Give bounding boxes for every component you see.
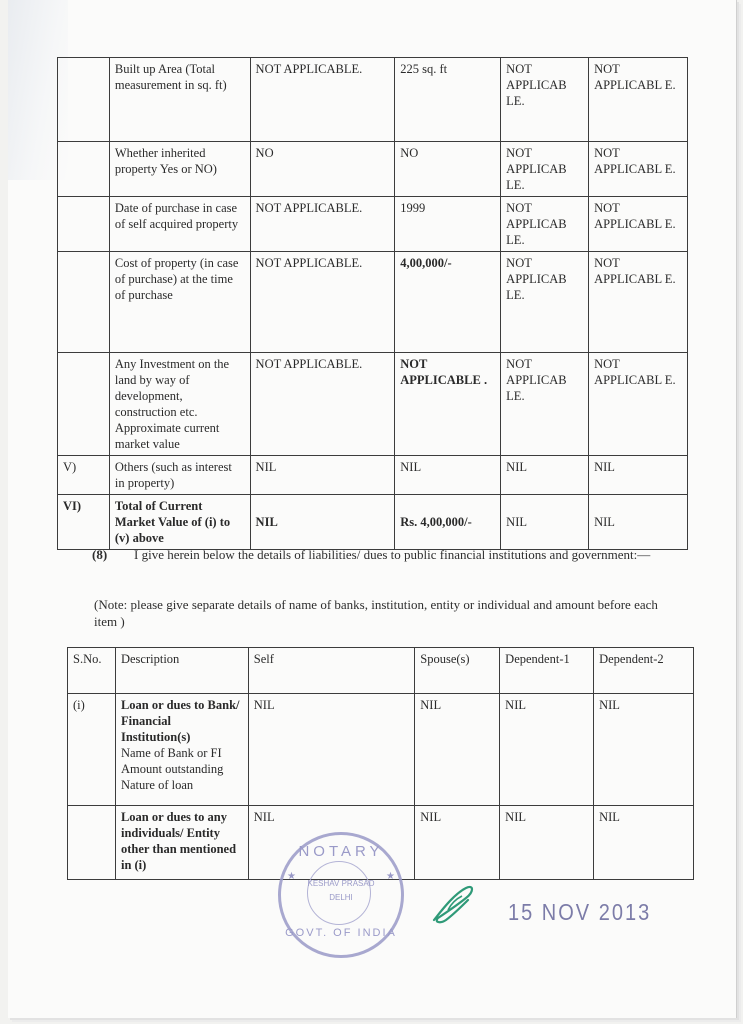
table-row xyxy=(58,353,688,456)
cell-self: NIL xyxy=(250,495,395,550)
table-row xyxy=(58,456,688,495)
cell-dependent-1: NOT APPLICAB LE. xyxy=(501,252,589,353)
cell-self: NO xyxy=(250,142,395,197)
cell-dependent-2: NOT APPLICABL E. xyxy=(589,142,688,197)
header-self: Self xyxy=(248,648,415,694)
row-description: Any Investment on the land by way of development, construction etc. Approximate current market value xyxy=(109,353,250,456)
header-dependent-2: Dependent-2 xyxy=(594,648,694,694)
table-row-total xyxy=(58,495,688,550)
cell-dependent-2: NOT APPLICABL E. xyxy=(589,58,688,142)
row-number xyxy=(58,197,110,252)
row-description: Built up Area (Total measurement in sq. ft) xyxy=(109,58,250,142)
cell-self: NIL xyxy=(248,806,415,880)
cell-dependent-1: NIL xyxy=(500,694,594,806)
table-row xyxy=(68,694,694,806)
row-number xyxy=(58,353,110,456)
star-icon: ★ xyxy=(287,871,296,882)
table-row xyxy=(58,58,688,142)
header-spouse: Spouse(s) xyxy=(415,648,500,694)
row-description xyxy=(115,694,248,806)
table-row xyxy=(58,142,688,197)
row-description: Cost of property (in case of purchase) at the time of purchase xyxy=(109,252,250,353)
cell-dependent-2: NOT APPLICABL E. xyxy=(589,197,688,252)
table-row xyxy=(58,252,688,353)
row-description: Whether inherited property Yes or NO) xyxy=(109,142,250,197)
cell-spouse: NOT APPLICABLE . xyxy=(395,353,501,456)
row-number xyxy=(58,142,110,197)
header-dependent-1: Dependent-1 xyxy=(500,648,594,694)
cell-self: NOT APPLICABLE. xyxy=(250,197,395,252)
cell-dependent-1: NIL xyxy=(500,806,594,880)
cell-spouse: NO xyxy=(395,142,501,197)
description-heading: Loan or dues to any individuals/ Entity other than mentioned in (i) xyxy=(120,810,237,872)
cell-self: NOT APPLICABLE. xyxy=(250,353,395,456)
row-description: Others (such as interest in property) xyxy=(109,456,250,495)
cell-dependent-2: NIL xyxy=(589,456,688,495)
row-description: Date of purchase in case of self acquired property xyxy=(109,197,250,252)
cell-spouse: 4,00,000/- xyxy=(395,252,501,353)
row-description: Total of Current Market Value of (i) to (v) above xyxy=(109,495,250,550)
cell-dependent-1: NOT APPLICAB LE. xyxy=(501,58,589,142)
cell-dependent-1: NOT APPLICAB LE. xyxy=(501,353,589,456)
table-row xyxy=(58,197,688,252)
signature-scribble xyxy=(428,880,478,928)
cell-self: NIL xyxy=(250,456,395,495)
stamp-city: DELHI xyxy=(329,893,353,902)
row-number xyxy=(58,252,110,353)
cell-spouse: 225 sq. ft xyxy=(395,58,501,142)
notary-stamp xyxy=(278,832,404,958)
header-description: Description xyxy=(115,648,248,694)
cell-dependent-1: NIL xyxy=(501,456,589,495)
cell-dependent-2: NIL xyxy=(589,495,688,550)
row-sno xyxy=(68,806,116,880)
date-stamp: 15 NOV 2013 xyxy=(508,900,652,926)
cell-dependent-1: NOT APPLICAB LE. xyxy=(501,197,589,252)
section-note: (Note: please give separate details of name of banks, institution, entity or individual and amount before each item ) xyxy=(94,597,658,629)
cell-dependent-2: NIL xyxy=(594,806,694,880)
cell-dependent-2: NOT APPLICABL E. xyxy=(589,353,688,456)
cell-spouse: NIL xyxy=(415,806,500,880)
cell-dependent-2: NIL xyxy=(594,694,694,806)
stamp-bottom-text: GOVT. OF INDIA xyxy=(285,927,397,939)
cell-spouse: 1999 xyxy=(395,197,501,252)
description-heading: Loan or dues to Bank/ Financial Institution(s) xyxy=(120,698,240,744)
row-sno: (i) xyxy=(68,694,116,806)
cell-self: NOT APPLICABLE. xyxy=(250,252,395,353)
header-sno: S.No. xyxy=(68,648,116,694)
stamp-name: KESHAV PRASAD xyxy=(307,879,375,888)
cell-dependent-1: NOT APPLICAB LE. xyxy=(501,142,589,197)
section-number: (8) xyxy=(92,547,108,562)
description-detail: Name of Bank or FI Amount outstanding Nature of loan xyxy=(120,746,224,792)
assets-table xyxy=(57,57,688,550)
table-header-row xyxy=(68,648,694,694)
star-icon: ★ xyxy=(386,871,395,882)
cell-dependent-2: NOT APPLICABL E. xyxy=(589,252,688,353)
cell-spouse: NIL xyxy=(415,694,500,806)
section-text: I give herein below the details of liabilities/ dues to public financial institutions and government:— xyxy=(134,547,651,562)
cell-self: NOT APPLICABLE. xyxy=(250,58,395,142)
cell-spouse: NIL xyxy=(395,456,501,495)
row-number xyxy=(58,58,110,142)
stamp-top-text: NOTARY xyxy=(298,843,384,860)
row-description xyxy=(115,806,248,880)
cell-dependent-1: NIL xyxy=(501,495,589,550)
row-number: V) xyxy=(58,456,110,495)
cell-self: NIL xyxy=(248,694,415,806)
cell-spouse: Rs. 4,00,000/- xyxy=(395,495,501,550)
row-number: VI) xyxy=(58,495,110,550)
